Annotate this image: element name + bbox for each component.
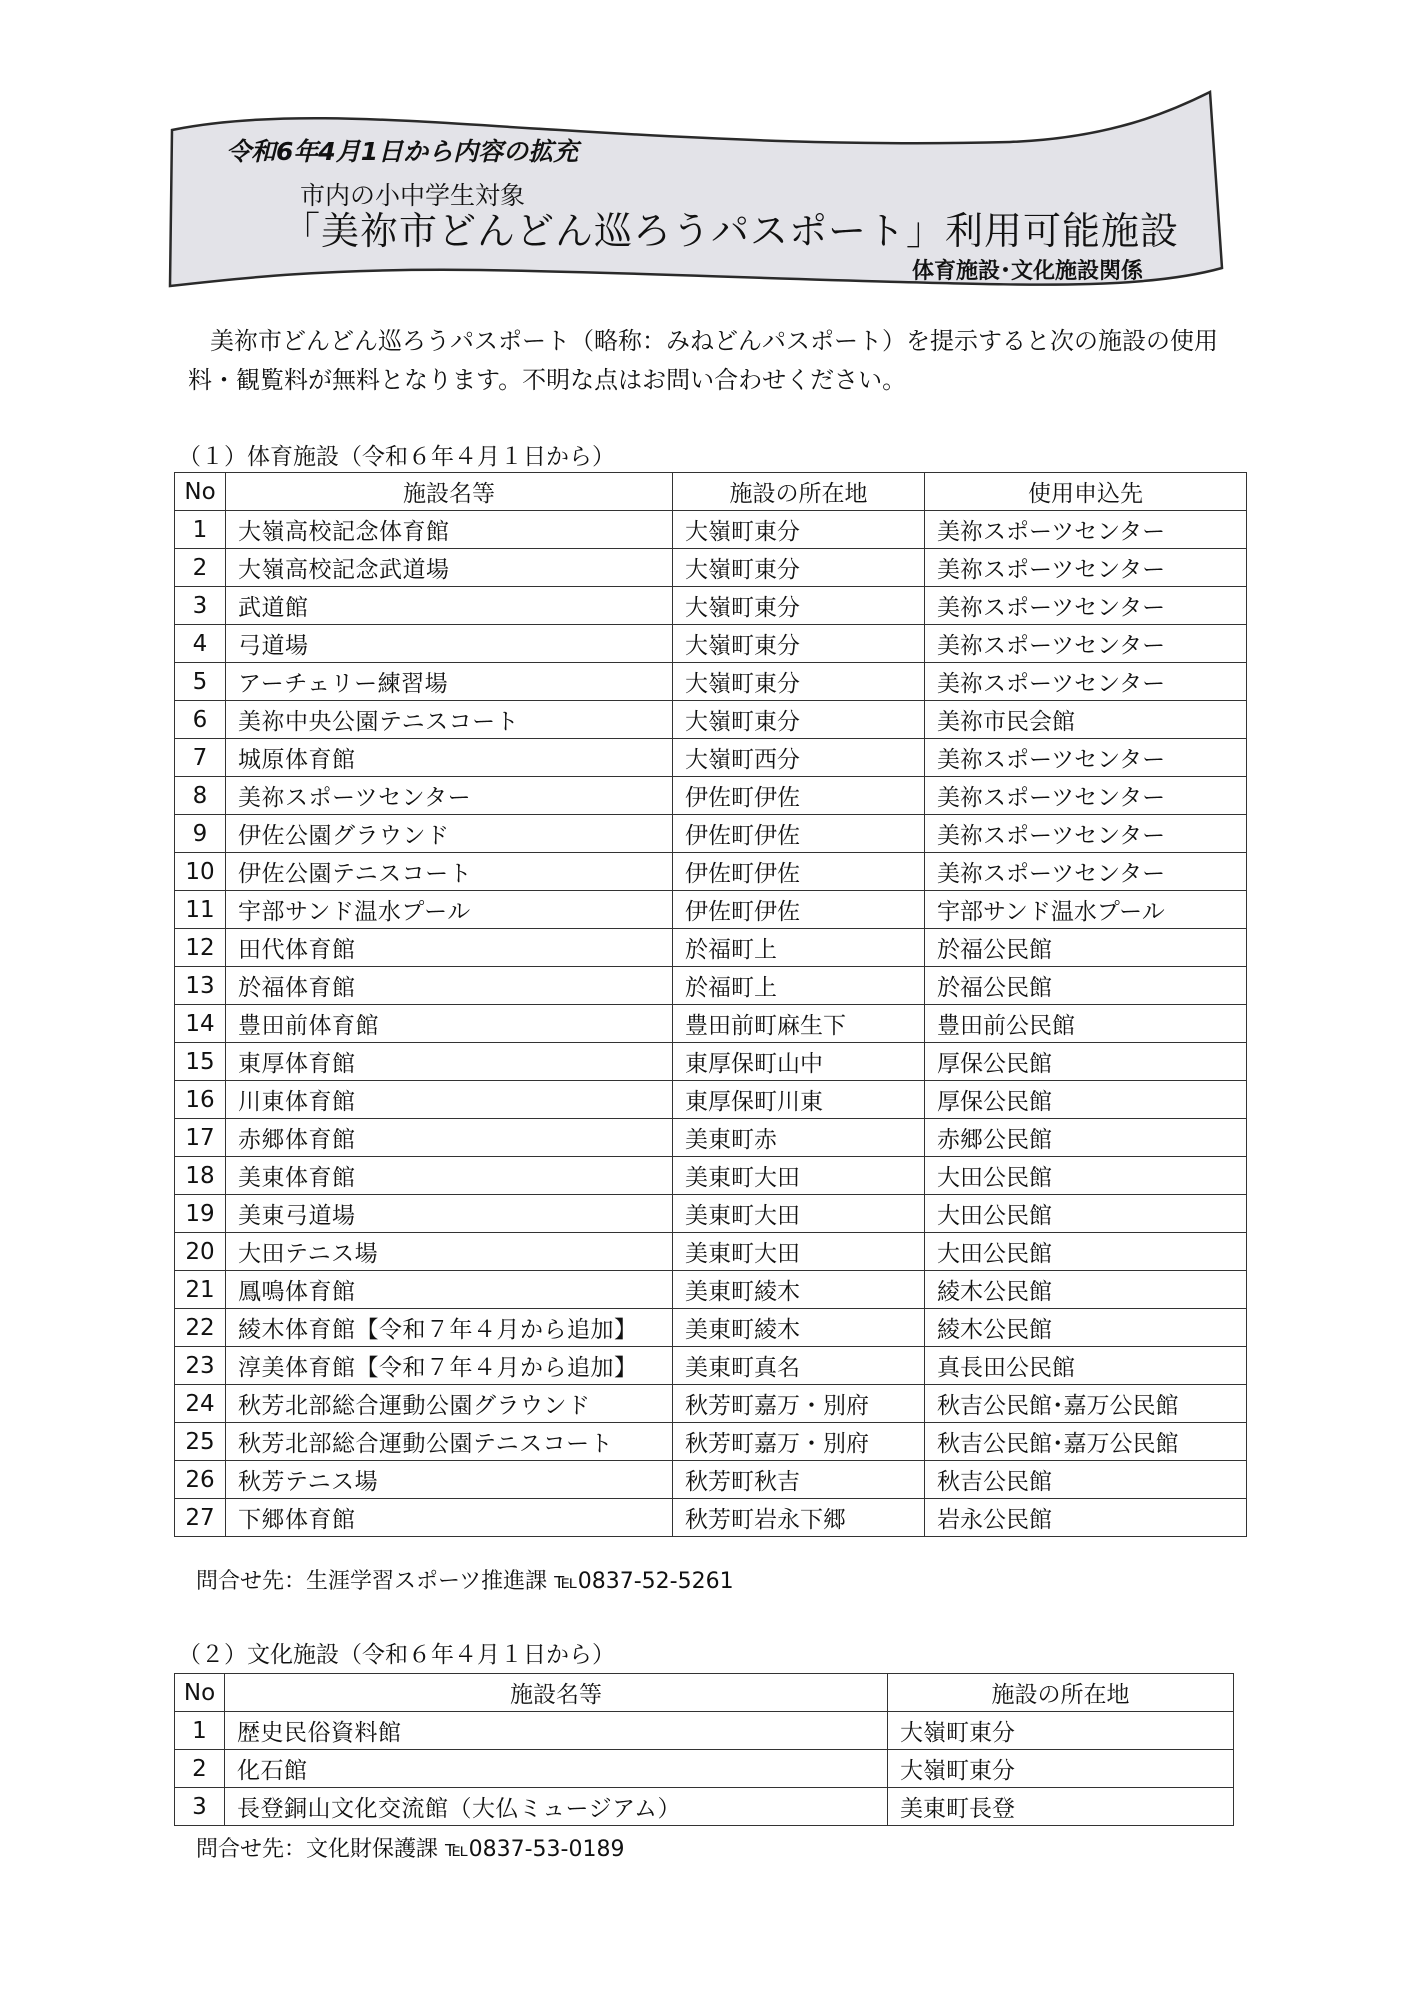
cell-no: 2	[175, 1750, 225, 1788]
sports-facilities-table	[174, 472, 1247, 1537]
cell-location: 大嶺町東分	[673, 587, 925, 625]
cell-no: 21	[175, 1271, 226, 1309]
cell-applicant-office: 大田公民館	[925, 1233, 1247, 1271]
cell-location: 美東町大田	[673, 1233, 925, 1271]
table-row	[175, 1461, 1247, 1499]
cell-no: 9	[175, 815, 226, 853]
cell-facility-name: 田代体育館	[226, 929, 673, 967]
cell-applicant-office: 厚保公民館	[925, 1043, 1247, 1081]
cell-applicant-office: 綾木公民館	[925, 1309, 1247, 1347]
cell-applicant-office: 宇部サンド温水プール	[925, 891, 1247, 929]
column-header-location: 施設の所在地	[673, 473, 925, 511]
cell-location: 於福町上	[673, 929, 925, 967]
cell-location: 秋芳町岩永下郷	[673, 1499, 925, 1537]
cell-location: 東厚保町川東	[673, 1081, 925, 1119]
cell-applicant-office: 岩永公民館	[925, 1499, 1247, 1537]
cell-no: 14	[175, 1005, 226, 1043]
cell-applicant-office: 美祢市民会館	[925, 701, 1247, 739]
cell-no: 26	[175, 1461, 226, 1499]
cell-location: 大嶺町西分	[673, 739, 925, 777]
table-row	[175, 929, 1247, 967]
table-row	[175, 1750, 1234, 1788]
cell-facility-name: 美祢スポーツセンター	[226, 777, 673, 815]
cell-location: 伊佐町伊佐	[673, 891, 925, 929]
cell-no: 6	[175, 701, 226, 739]
cell-facility-name: 秋芳テニス場	[226, 1461, 673, 1499]
cell-location: 大嶺町東分	[673, 663, 925, 701]
column-header-no: No	[175, 1674, 225, 1712]
cell-location: 秋芳町嘉万・別府	[673, 1385, 925, 1423]
cell-facility-name: 城原体育館	[226, 739, 673, 777]
cell-location: 大嶺町東分	[673, 701, 925, 739]
sports-section-heading: （１）体育施設（令和６年４月１日から）	[178, 444, 615, 470]
column-header-no: No	[175, 473, 226, 511]
cell-no: 22	[175, 1309, 226, 1347]
cell-facility-name: 大嶺高校記念体育館	[226, 511, 673, 549]
column-header-facility-name: 施設名等	[226, 473, 673, 511]
cell-location: 東厚保町山中	[673, 1043, 925, 1081]
cell-facility-name: 秋芳北部総合運動公園グラウンド	[226, 1385, 673, 1423]
table-row	[175, 1271, 1247, 1309]
cell-no: 16	[175, 1081, 226, 1119]
cell-location: 美東町大田	[673, 1195, 925, 1233]
table-row	[175, 1081, 1247, 1119]
cell-no: 3	[175, 1788, 225, 1826]
cell-applicant-office: 美祢スポーツセンター	[925, 625, 1247, 663]
cell-no: 10	[175, 853, 226, 891]
cell-facility-name: 川東体育館	[226, 1081, 673, 1119]
cell-applicant-office: 豊田前公民館	[925, 1005, 1247, 1043]
cell-facility-name: 弓道場	[226, 625, 673, 663]
table-row	[175, 891, 1247, 929]
culture-contact: 問合せ先：文化財保護課 ℡0837-53-0189	[196, 1837, 625, 1862]
cell-no: 27	[175, 1499, 226, 1537]
cell-location: 大嶺町東分	[888, 1712, 1234, 1750]
cell-applicant-office: 美祢スポーツセンター	[925, 511, 1247, 549]
cell-applicant-office: 綾木公民館	[925, 1271, 1247, 1309]
cell-applicant-office: 美祢スポーツセンター	[925, 587, 1247, 625]
cell-applicant-office: 美祢スポーツセンター	[925, 663, 1247, 701]
cell-facility-name: 美東弓道場	[226, 1195, 673, 1233]
cell-no: 24	[175, 1385, 226, 1423]
culture-section-heading: （２）文化施設（令和６年４月１日から）	[178, 1642, 615, 1668]
cell-facility-name: 於福体育館	[226, 967, 673, 1005]
cell-no: 13	[175, 967, 226, 1005]
table-row	[175, 1043, 1247, 1081]
cell-facility-name: 美祢中央公園テニスコート	[226, 701, 673, 739]
cell-location: 美東町真名	[673, 1347, 925, 1385]
cell-no: 3	[175, 587, 226, 625]
cell-facility-name: 美東体育館	[226, 1157, 673, 1195]
cell-facility-name: 宇部サンド温水プール	[226, 891, 673, 929]
table-row	[175, 549, 1247, 587]
table-row	[175, 701, 1247, 739]
table-row	[175, 1347, 1247, 1385]
cell-location: 伊佐町伊佐	[673, 853, 925, 891]
cell-no: 2	[175, 549, 226, 587]
cell-location: 豊田前町麻生下	[673, 1005, 925, 1043]
cell-no: 23	[175, 1347, 226, 1385]
cell-facility-name: 赤郷体育館	[226, 1119, 673, 1157]
table-row	[175, 1119, 1247, 1157]
cell-location: 秋芳町秋吉	[673, 1461, 925, 1499]
cell-applicant-office: 大田公民館	[925, 1157, 1247, 1195]
cell-no: 1	[175, 1712, 225, 1750]
table-row	[175, 1195, 1247, 1233]
sports-contact: 問合せ先：生涯学習スポーツ推進課 ℡0837-52-5261	[196, 1569, 734, 1594]
cell-location: 大嶺町東分	[673, 625, 925, 663]
cell-location: 大嶺町東分	[888, 1750, 1234, 1788]
cell-location: 美東町長登	[888, 1788, 1234, 1826]
table-row	[175, 625, 1247, 663]
cell-location: 大嶺町東分	[673, 549, 925, 587]
cell-applicant-office: 美祢スポーツセンター	[925, 739, 1247, 777]
cell-facility-name: 伊佐公園グラウンド	[226, 815, 673, 853]
cell-facility-name: アーチェリー練習場	[226, 663, 673, 701]
cell-no: 8	[175, 777, 226, 815]
cell-facility-name: 下郷体育館	[226, 1499, 673, 1537]
cell-facility-name: 化石館	[225, 1750, 888, 1788]
cell-no: 4	[175, 625, 226, 663]
cell-applicant-office: 美祢スポーツセンター	[925, 777, 1247, 815]
cell-location: 於福町上	[673, 967, 925, 1005]
culture-facilities-table	[174, 1673, 1234, 1826]
cell-location: 伊佐町伊佐	[673, 777, 925, 815]
cell-location: 美東町綾木	[673, 1271, 925, 1309]
intro-paragraph: 美祢市どんどん巡ろうパスポート（略称：みねどんパスポート）を提示すると次の施設の使用料・観覧料が無料となります。不明な点はお問い合わせください。	[188, 327, 1218, 394]
cell-no: 20	[175, 1233, 226, 1271]
cell-applicant-office: 秋吉公民館･嘉万公民館	[925, 1423, 1247, 1461]
table-row	[175, 1005, 1247, 1043]
target-audience: 市内の小中学生対象	[300, 181, 526, 210]
cell-location: 伊佐町伊佐	[673, 815, 925, 853]
cell-applicant-office: 秋吉公民館･嘉万公民館	[925, 1385, 1247, 1423]
cell-location: 大嶺町東分	[673, 511, 925, 549]
cell-no: 17	[175, 1119, 226, 1157]
cell-applicant-office: 美祢スポーツセンター	[925, 815, 1247, 853]
cell-facility-name: 大嶺高校記念武道場	[226, 549, 673, 587]
table-row	[175, 1499, 1247, 1537]
table-row	[175, 1233, 1247, 1271]
cell-facility-name: 長登銅山文化交流館（大仏ミュージアム）	[225, 1788, 888, 1826]
cell-applicant-office: 真長田公民館	[925, 1347, 1247, 1385]
cell-facility-name: 鳳鳴体育館	[226, 1271, 673, 1309]
cell-applicant-office: 厚保公民館	[925, 1081, 1247, 1119]
table-row	[175, 815, 1247, 853]
cell-no: 12	[175, 929, 226, 967]
cell-applicant-office: 於福公民館	[925, 967, 1247, 1005]
cell-facility-name: 歴史民俗資料館	[225, 1712, 888, 1750]
cell-applicant-office: 於福公民館	[925, 929, 1247, 967]
facility-category: 体育施設･文化施設関係	[912, 259, 1144, 284]
table-row	[175, 511, 1247, 549]
column-header-location: 施設の所在地	[888, 1674, 1234, 1712]
cell-applicant-office: 大田公民館	[925, 1195, 1247, 1233]
cell-no: 25	[175, 1423, 226, 1461]
cell-location: 美東町赤	[673, 1119, 925, 1157]
table-row	[175, 1385, 1247, 1423]
cell-facility-name: 東厚体育館	[226, 1043, 673, 1081]
table-header-row	[175, 1674, 1234, 1712]
cell-facility-name: 大田テニス場	[226, 1233, 673, 1271]
cell-no: 18	[175, 1157, 226, 1195]
table-row	[175, 777, 1247, 815]
table-row	[175, 1712, 1234, 1750]
table-row	[175, 1157, 1247, 1195]
table-row	[175, 663, 1247, 701]
cell-applicant-office: 美祢スポーツセンター	[925, 853, 1247, 891]
cell-facility-name: 秋芳北部総合運動公園テニスコート	[226, 1423, 673, 1461]
cell-no: 11	[175, 891, 226, 929]
cell-location: 美東町綾木	[673, 1309, 925, 1347]
expansion-badge: 令和6年4月1日から内容の拡充	[226, 137, 579, 166]
cell-applicant-office: 秋吉公民館	[925, 1461, 1247, 1499]
table-row	[175, 1788, 1234, 1826]
cell-facility-name: 豊田前体育館	[226, 1005, 673, 1043]
cell-facility-name: 淳美体育館【令和７年４月から追加】	[226, 1347, 673, 1385]
cell-no: 5	[175, 663, 226, 701]
cell-location: 美東町大田	[673, 1157, 925, 1195]
cell-applicant-office: 赤郷公民館	[925, 1119, 1247, 1157]
table-row	[175, 967, 1247, 1005]
cell-location: 秋芳町嘉万・別府	[673, 1423, 925, 1461]
cell-no: 7	[175, 739, 226, 777]
cell-no: 19	[175, 1195, 226, 1233]
page-title: 「美祢市どんどん巡ろうパスポート」利用可能施設	[282, 209, 1180, 253]
table-row	[175, 587, 1247, 625]
cell-facility-name: 綾木体育館【令和７年４月から追加】	[226, 1309, 673, 1347]
table-row	[175, 1309, 1247, 1347]
table-row	[175, 1423, 1247, 1461]
cell-applicant-office: 美祢スポーツセンター	[925, 549, 1247, 587]
cell-no: 1	[175, 511, 226, 549]
cell-facility-name: 伊佐公園テニスコート	[226, 853, 673, 891]
column-header-facility-name: 施設名等	[225, 1674, 888, 1712]
table-row	[175, 853, 1247, 891]
table-row	[175, 739, 1247, 777]
table-header-row	[175, 473, 1247, 511]
cell-no: 15	[175, 1043, 226, 1081]
cell-facility-name: 武道館	[226, 587, 673, 625]
column-header-applicant-office: 使用申込先	[925, 473, 1247, 511]
title-banner	[0, 0, 1414, 300]
